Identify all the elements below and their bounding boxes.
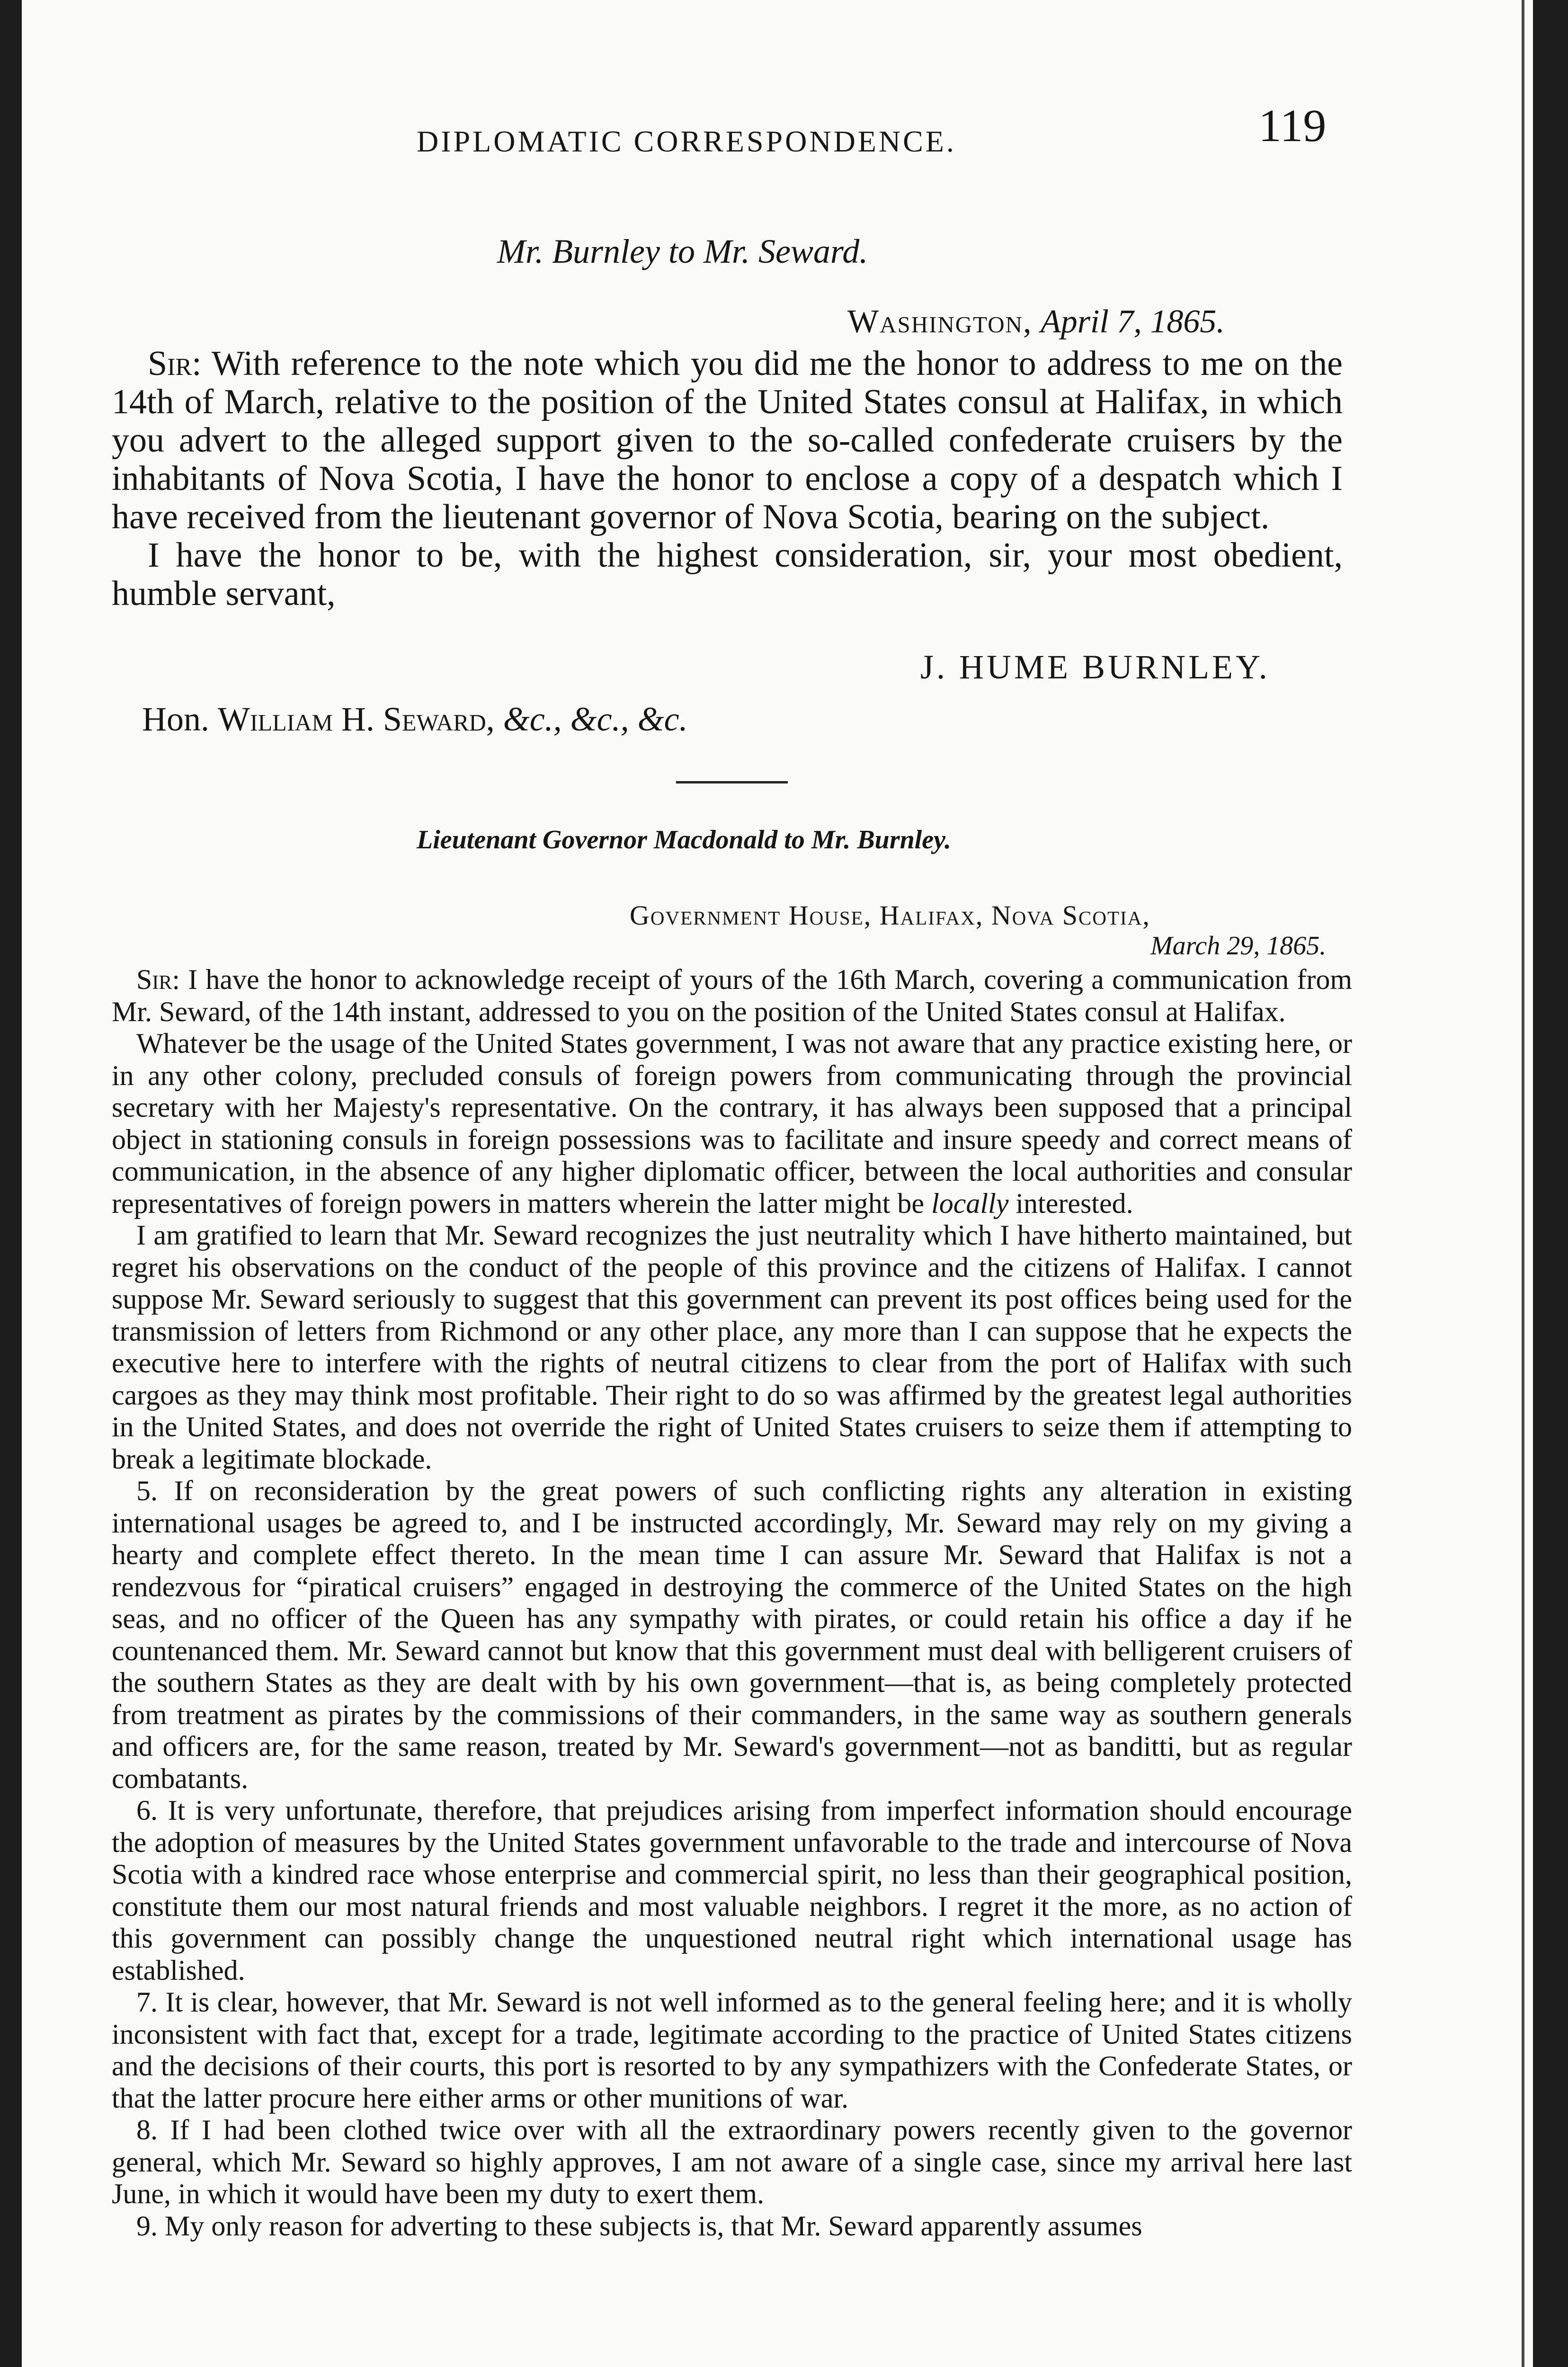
letter1-place: Washington, <box>847 303 1033 340</box>
letter1-paragraph1-text: With reference to the note which you did me the honor to address to me on the 14th of March, relative to the position of the United States consul at Halifax, in which you advert to the alleged support given to the so-called confederate cruisers by the inhabitants of Nova Scotia, I have the honor to enclose a copy of a despatch which I have received from the lieutenant governor of Nova Scotia, bearing on the subject. <box>112 344 1343 536</box>
letter2-paragraph-1 <box>112 964 1352 1028</box>
letter2-p2-italic: locally <box>931 1187 1009 1219</box>
letter1-signature: J. HUME BURNLEY. <box>920 648 1270 686</box>
letter2-paragraph-6: 6. It is very unfortunate, therefore, that prejudices arising from imperfect information should encourage the adoption of measures by the United States government unfavorable to the trade and intercourse of Nova Scotia with a kindred race whose enterprise and commercial spirit, no less than their geographical position, constitute them our most natural friends and most valuable neighbors. I regret it the more, as no action of this government can possibly change the unquestioned neutral right which international usage has established. <box>112 1795 1352 1986</box>
letter1-dateline <box>847 303 1225 341</box>
letter2-place: Government House, Halifax, Nova Scotia, <box>630 900 1150 931</box>
salutation: Sir: <box>148 344 202 383</box>
letter2-p2-text: Whatever be the usage of the United States government, I was not aware that any practice existing here, or in any other colony, precluded consuls of foreign powers from communicating through the provincial secretary with her Majesty's representative. On the contrary, it has always been supposed that a principal object in stationing consuls in foreign possessions was to facilitate and insure speedy and correct means of communication, in the absence of any higher diplomatic officer, between the local authorities and consular representatives of foreign powers in matters wherein the latter might be <box>112 1028 1352 1219</box>
letter2-paragraph-2 <box>112 1028 1352 1219</box>
addressee-prefix: Hon. <box>142 700 209 738</box>
letter2-date: March 29, 1865. <box>1150 931 1327 961</box>
letter2-paragraph-3: I am gratified to learn that Mr. Seward recognizes the just neutrality which I have hitherto maintained, but regret his observations on the conduct of the people of this province and the citizens of Halifax. I cannot suppose Mr. Seward seriously to suggest that this government can prevent its post offices being used for the transmission of letters from Richmond or any other place, any more than I can suppose that he expects the executive here to interfere with the rights of neutral citizens to clear from the port of Halifax with such cargoes as they may think most profitable. Their right to do so was affirmed by the greatest legal authorities in the United States, and does not override the right of United States cruisers to seize them if attempting to break a legitimate blockade. <box>112 1219 1352 1475</box>
letter2-p2-end: interested. <box>1016 1187 1133 1219</box>
letter2-paragraph-9: 9. My only reason for adverting to these subjects is, that Mr. Seward apparently assumes <box>136 2210 1142 2242</box>
letter1-closing: I have the honor to be, with the highest consideration, sir, your most obedient, humble servant, <box>112 536 1343 613</box>
running-title: DIPLOMATIC CORRESPONDENCE. <box>417 125 956 158</box>
letter1-date: April 7, 1865. <box>1041 303 1225 340</box>
letter2-heading: Lieutenant Governor Macdonald to Mr. Burnley. <box>417 825 951 854</box>
letter2-body <box>112 964 1352 2242</box>
letter1-body <box>112 345 1343 613</box>
letter2-salutation: Sir: <box>136 964 180 995</box>
addressee-suffix: &c., &c., &c. <box>503 700 688 738</box>
scan-edge-right <box>1533 0 1568 2367</box>
letter1-addressee <box>142 700 688 739</box>
letter1-heading: Mr. Burnley to Mr. Seward. <box>497 232 868 270</box>
scan-edge-left <box>0 0 22 2367</box>
scan-edge-line <box>1522 0 1524 2367</box>
letter2-paragraph-5: 5. If on reconsideration by the great powers of such conflicting rights any alteration in existing international usages be agreed to, and I be instructed accordingly, Mr. Seward may rely on my giving a hearty and complete effect thereto. In the mean time I can assure Mr. Seward that Halifax is not a rendezvous for “piratical cruisers” engaged in destroying the commerce of the United States on the high seas, and no officer of the Queen has any sympathy with pirates, or could retain his office a day if he countenanced them. Mr. Seward cannot but know that this government must deal with belligerent cruisers of the southern States as they are dealt with by his own government—that is, as being completely protected from treatment as pirates by the commissions of their commanders, in the same way as southern generals and officers are, for the same reason, treated by Mr. Seward's government—not as banditti, but as regular combatants. <box>112 1475 1352 1794</box>
section-divider <box>676 781 788 783</box>
page-number: 119 <box>1258 100 1327 151</box>
letter1-paragraph <box>112 345 1343 536</box>
addressee-name: William H. Seward, <box>218 700 495 738</box>
letter2-paragraph-7: 7. It is clear, however, that Mr. Seward is not well informed as to the general feeling here; and it is wholly inconsistent with fact that, except for a trade, legitimate according to the practice of United States citizens and the decisions of their courts, this port is resorted to by any sympathizers with the Confederate States, or that the latter procure here either arms or other munitions of war. <box>112 1986 1352 2114</box>
letter2-p1-text: I have the honor to acknowledge receipt of yours of the 16th March, covering a communication from Mr. Seward, of the 14th instant, addressed to you on the position of the United States consul at Halifax. <box>112 964 1353 1027</box>
letter2-paragraph-8: 8. If I had been clothed twice over with all the extraordinary powers recently given to the governor general, which Mr. Seward so highly approves, I am not aware of a single case, since my arrival here last June, in which it would have been my duty to exert them. <box>112 2114 1352 2209</box>
